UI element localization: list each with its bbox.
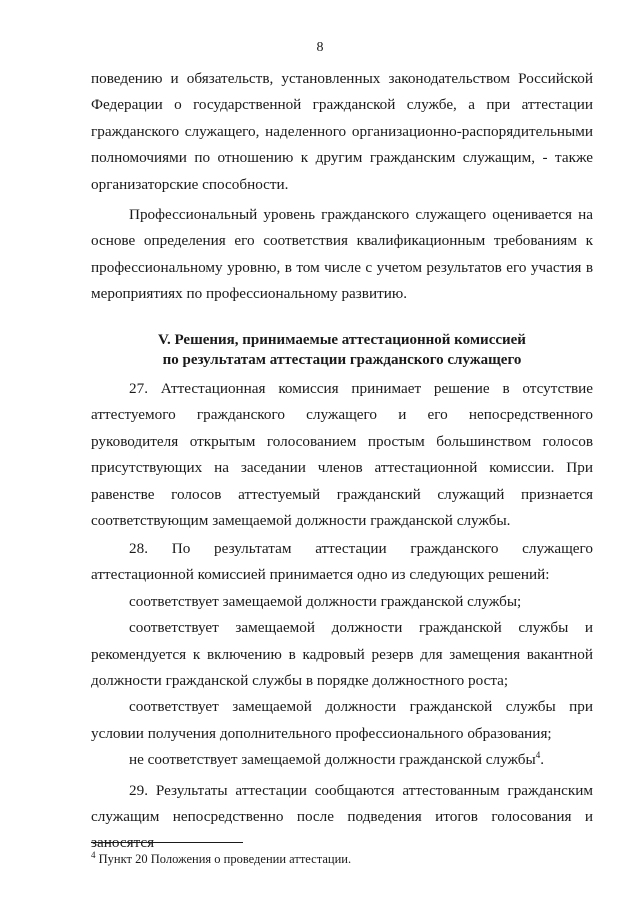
footnote-marker: 4: [91, 849, 96, 860]
section-heading: [91, 330, 593, 370]
footnote-text: Пункт 20 Положения о проведении аттестации.: [95, 852, 352, 866]
decision-item: соответствует замещаемой должности гражданской службы;: [129, 592, 522, 610]
section-heading-line-1: V. Решения, принимаемые аттестационной комиссией: [158, 332, 526, 348]
decision-item: соответствует замещаемой должности гражданской службы при условии получения дополнительного профессионального образования;: [91, 698, 593, 742]
paragraph-28-block: [91, 536, 593, 857]
paragraph-text: Профессиональный уровень гражданского служащего оценивается на основе определения его соответствия квалификационным требованиям к профессиональному уровню, в том числе с учетом результатов его участия в мероприятиях по профессиональному развитию.: [91, 206, 593, 303]
paragraph-29: 29. Результаты аттестации сообщаются аттестованным гражданским служащим непосредственно после подведения итогов голосования и заносятся: [91, 781, 593, 852]
paragraph-professional-level: [91, 202, 593, 308]
paragraph-intro-continued: [91, 66, 593, 198]
paragraph-text: 27. Аттестационная комиссия принимает решение в отсутствие аттестуемого гражданского служащего и его непосредственного руководителя открытым голосованием простым большинством голосов присутствующих на заседании членов аттестационной комиссии. При равенстве голосов аттестуемый гражданский служащий признается соответствующим замещаемой должности гражданской службы.: [91, 380, 593, 530]
page-number: 8: [316, 40, 324, 55]
decision-item: соответствует замещаемой должности гражданской службы и рекомендуется к включению в кадровый резерв для замещения вакантной должности гражданской службы в порядке должностного роста;: [91, 619, 593, 690]
paragraph-text: поведению и обязательств, установленных законодательством Российской Федерации о государственной гражданской службе, а при аттестации гражданского служащего, наделенного организационно-распорядительными полномочиями по отношению к другим гражданским служащим, - также организаторские способности.: [91, 70, 593, 193]
footnote-separator: [91, 842, 243, 843]
paragraph-27: [91, 376, 593, 534]
decision-item-text: не соответствует замещаемой должности гражданской службы: [129, 751, 536, 769]
footnote: [91, 850, 593, 868]
section-heading-line-2: по результатам аттестации гражданского служащего: [162, 352, 522, 368]
decision-item-with-footnote: не соответствует замещаемой должности гражданской службы$^4$.: [129, 750, 545, 769]
paragraph-28: 28. По результатам аттестации гражданского служащего аттестационной комиссией принимается одно из следующих решений:: [91, 540, 593, 584]
footnote-reference: 4: [535, 750, 541, 761]
